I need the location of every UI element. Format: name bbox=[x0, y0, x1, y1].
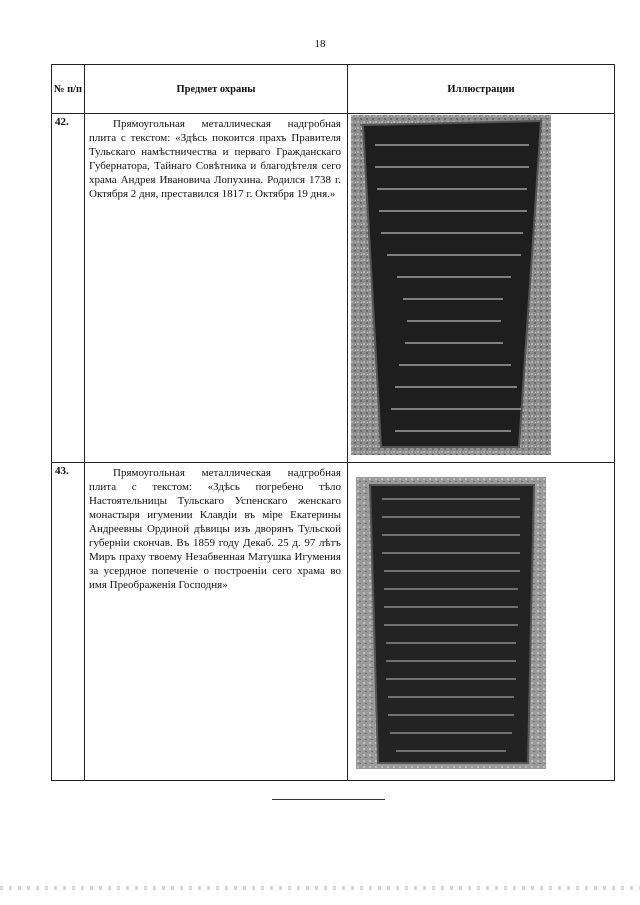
header-illustrations: Иллюстрации bbox=[348, 65, 615, 114]
row-description-text: Прямоугольная металлическая надгробная плита с текстом: «Здѣсь погребено тѣло Настоятельницы Тульскаго Успенскаго женскаго монастыря игумении Клавдіи въ міре Екатерины Андреевны Ординой дѣвицы изъ дворянъ Тульской губерніи скончав. Въ 1859 году Декаб. 25 д. 97 лѣтъ Миръ праху твоему Незабвенная Матушка Игумения за усердное попеченіе о построеніи сего храма во имя Преображенія Господня» bbox=[89, 467, 341, 591]
header-subject: Предмет охраны bbox=[85, 65, 348, 114]
row-description bbox=[85, 463, 348, 781]
illustration-cell bbox=[348, 463, 615, 781]
table-header-row bbox=[52, 65, 615, 114]
footer-rule bbox=[272, 799, 385, 800]
scan-artifact-line bbox=[0, 886, 640, 890]
protection-subjects-table bbox=[51, 64, 615, 781]
table-row bbox=[52, 463, 615, 781]
header-number: № п/п bbox=[52, 65, 85, 114]
row-index: 42. bbox=[52, 114, 85, 463]
gravestone-plate-photo bbox=[351, 115, 551, 455]
illustration-cell bbox=[348, 114, 615, 463]
gravestone-plate-photo bbox=[356, 477, 546, 769]
table-row bbox=[52, 114, 615, 463]
row-description-text: Прямоугольная металлическая надгробная плита с текстом: «Здѣсь покоится прахъ Правителя Тульскаго намѣстничества и перваго Гражданскаго Губернатора, Тайнаго Совѣтника и благодѣтеля сего храма Андрея Ивановича Лопухина. Родился 1738 г. Октября 2 дня, преставился 1817 г. Октября 19 дня.» bbox=[89, 118, 341, 200]
page-number: 18 bbox=[314, 38, 326, 50]
row-index: 43. bbox=[52, 463, 85, 781]
row-description bbox=[85, 114, 348, 463]
